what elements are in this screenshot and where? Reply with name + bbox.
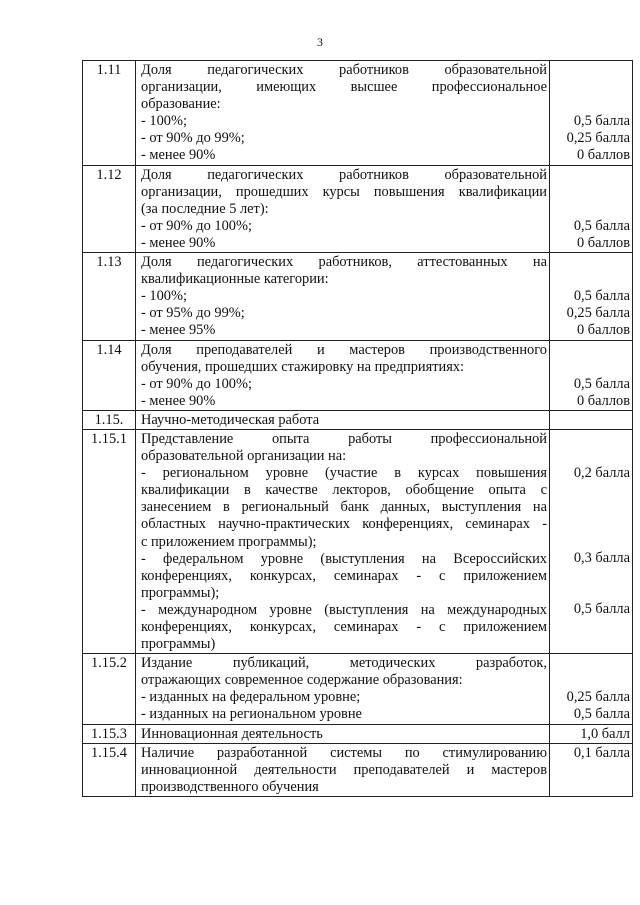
table-row [83,253,633,340]
description-line: - региональном уровне (участие в курсах повышения [141,465,547,482]
description-line: организации, имеющих высшее профессиональное [141,79,547,96]
row-score [550,410,633,429]
row-description [136,165,550,252]
row-description [136,743,550,796]
description-line: - менее 90% [141,392,216,409]
row-number: 1.15. [83,410,136,429]
description-line: инновационной деятельности преподавателей и мастеров [141,761,547,778]
description-line: Научно-методическая работа [141,411,320,428]
row-score [550,165,633,252]
description-line: областных научно-практических конференциях, семинарах - [141,516,547,533]
score-value: 0,25 балла [566,689,630,706]
description-line: - менее 90% [141,234,216,251]
description-line: - менее 90% [141,147,216,164]
row-number: 1.15.2 [83,654,136,724]
row-description [136,429,550,653]
row-score [550,61,633,166]
description-line: Издание публикаций, методических разработок, [141,655,547,672]
row-number: 1.15.4 [83,743,136,796]
description-line: - изданных на региональном уровне [141,706,362,723]
row-number: 1.14 [83,340,136,410]
score-value: 0,25 балла [566,130,630,147]
score-value: 0,5 балла [573,601,630,618]
score-value: 0,3 балла [573,550,630,567]
table-row [83,410,633,429]
description-line: конференциях, конкурсах, семинарах - с приложением [141,619,547,635]
description-line: - от 90% до 100%; [141,217,252,234]
row-number: 1.15.1 [83,429,136,653]
score-value: 0,5 балла [573,375,630,392]
description-line: Доля педагогических работников, аттестованных на [141,254,547,271]
row-number: 1.11 [83,61,136,166]
row-number: 1.12 [83,165,136,252]
description-line: образование: [141,96,221,113]
description-line: квалификационные категории: [141,271,329,288]
score-value: 0,2 балла [573,464,630,481]
description-line: - 100%; [141,288,187,305]
page-number: 3 [317,35,323,49]
row-number: 1.15.3 [83,724,136,743]
score-value: 0 баллов [577,147,630,164]
criteria-table [82,60,633,797]
description-line: - менее 95% [141,322,216,339]
score-value: 0,5 балла [573,706,630,723]
description-line: обучения, прошедших стажировку на предприятиях: [141,358,465,375]
description-line: конференциях, конкурсах, семинарах - с приложением [141,567,547,584]
score-value: 0,1 балла [573,744,630,761]
row-description [136,253,550,340]
description-line: - 100%; [141,113,187,130]
description-line: Наличие разработанной системы по стимулированию [141,744,547,761]
row-score [550,743,633,796]
row-score [550,340,633,410]
row-score [550,724,633,743]
row-score [550,253,633,340]
table-row [83,340,633,410]
score-value: 0,5 балла [573,217,630,234]
description-line: - от 90% до 99%; [141,130,245,147]
description-line: программы) [141,636,216,653]
score-value: 0,5 балла [573,113,630,129]
description-line: Представление опыта работы профессиональной [141,430,547,447]
row-description [136,654,550,724]
description-line: с приложением программы); [141,533,317,550]
score-value: 0,25 балла [566,305,630,322]
score-value: 0 баллов [577,392,630,409]
description-line: Доля преподавателей и мастеров производственного [141,341,547,358]
description-line: отражающих современное содержание образования: [141,672,463,689]
table-row [83,654,633,724]
description-line: организации, прошедших курсы повышения квалификации [141,183,547,200]
table-row [83,165,633,252]
description-line: - федеральном уровне (выступления на Всероссийских [141,550,547,567]
description-line: Доля педагогических работников образовательной [141,62,547,78]
description-line: квалификации в качестве лекторов, обобщение опыта с [141,482,547,499]
row-description [136,410,550,429]
table-row [83,743,633,796]
table-row [83,429,633,653]
table-row [83,724,633,743]
score-value: 0 баллов [577,234,630,251]
row-score [550,429,633,653]
description-line: производственного обучения [141,778,319,795]
description-line: (за последние 5 лет): [141,200,269,217]
description-line: - международном уровне (выступления на международных [141,601,547,618]
description-line: - изданных на федеральном уровне; [141,689,361,706]
row-description [136,724,550,743]
description-line: - от 95% до 99%; [141,305,245,322]
description-line: программы); [141,584,220,601]
score-value: 1,0 балл [580,725,630,742]
description-line: Доля педагогических работников образовательной [141,166,547,183]
description-line: занесением в региональный банк данных, выступления на [141,499,547,516]
table-row [83,61,633,166]
description-line: образовательной организации на: [141,448,347,465]
row-score [550,654,633,724]
description-line: - от 90% до 100%; [141,375,252,392]
score-value: 0,5 балла [573,288,630,305]
row-description [136,340,550,410]
row-description [136,61,550,166]
row-number: 1.13 [83,253,136,340]
description-line: Инновационная деятельность [141,725,323,742]
score-value: 0 баллов [577,322,630,339]
